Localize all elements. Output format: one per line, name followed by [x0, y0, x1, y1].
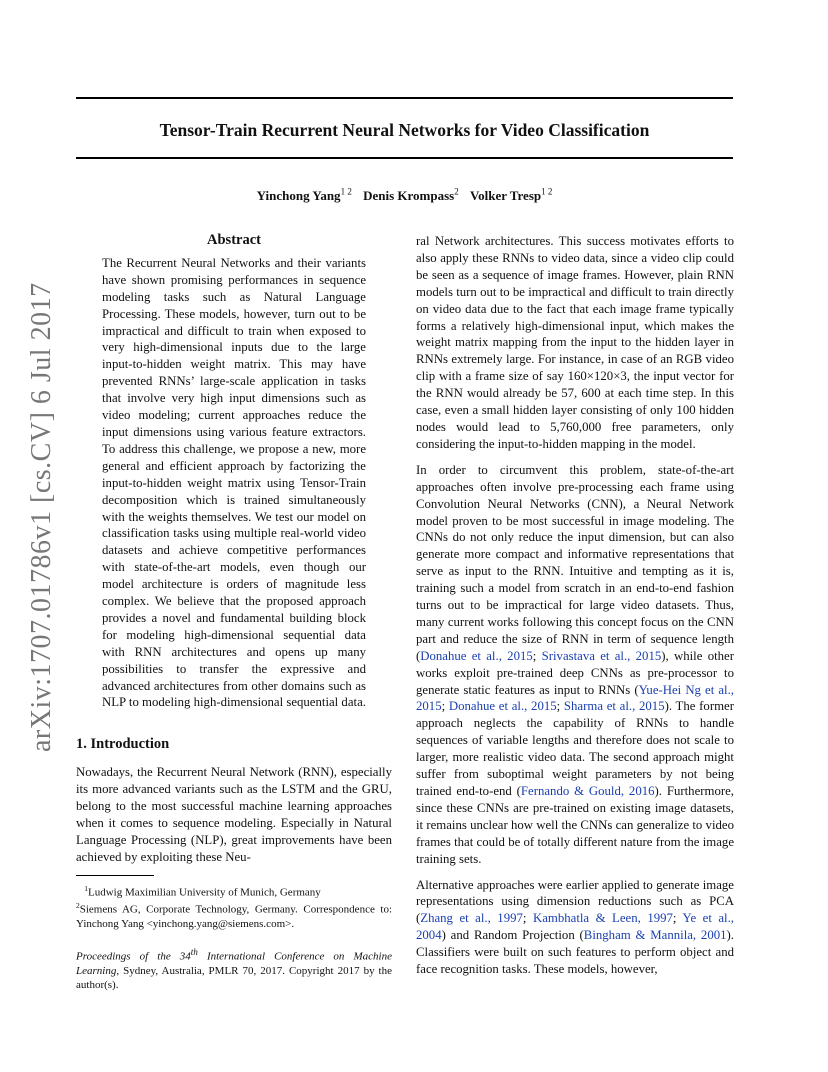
- footnote-text: Ludwig Maximilian University of Munich, Germany: [88, 886, 321, 899]
- footnotes: [76, 882, 392, 931]
- author-list: [76, 187, 733, 204]
- left-column: [76, 232, 392, 992]
- author-name: Yinchong Yang: [256, 188, 341, 204]
- author-name: Volker Tresp: [469, 188, 542, 204]
- citation-link[interactable]: Sharma et al., 2015: [563, 699, 665, 714]
- footnote-2: [76, 899, 392, 931]
- right-column: [416, 233, 734, 987]
- abstract-body: The Recurrent Neural Networks and their variants have shown promising performances in sequence modeling tasks such as Natural Language Processing. These models, however, turn out to be impractical and difficult to train when exposed to very high-dimensional inputs due to the large input-to-hidden weight matrix. This may have prevented RNNs’ large-scale application in tasks that involve very high input dimensions such as video modeling; current approaches reduce the input dimensions using various feature extractors. To address this challenge, we propose a new, more general and efficient approach by factorizing the input-to-hidden weight matrix using Tensor-Train decomposition which is trained simultaneously with the weights themselves. We test our model on classification tasks using multiple real-world video datasets and achieve competitive performances with state-of-the-art models, even though our model architecture is orders of magnitude less complex. We believe that the proposed approach provides a novel and fundamental building block for modeling high-dimensional sequential data with RNN architectures and opens up many possibilities to transfer the expressive and advanced architectures from other domains such as NLP to modeling high-dimensional sequential data.: [102, 255, 366, 710]
- author-affiliation-mark: 1 2: [541, 187, 553, 197]
- footnote-mark: 1: [84, 883, 88, 893]
- title-rule-bottom: [76, 157, 733, 159]
- text-run: ). Furthermore, since these CNNs are pre-trained on existing image datasets, it remains unclear how well the CNNs can generalize to video frames that could be of totally different nature from the image training sets.: [416, 784, 735, 866]
- intro-paragraph-2: [416, 462, 734, 868]
- footnote-text: Siemens AG, Corporate Technology, Germany. Correspondence to: Yinchong Yang <yinchong.yang@siemens.com>.: [76, 904, 392, 931]
- text-run: ;: [672, 911, 683, 926]
- text-run: Alternative approaches were earlier applied to generate image representations using dimension reductions such as PCA (: [416, 877, 734, 926]
- proceedings-rest: , Sydney, Australia, PMLR 70, 2017. Copyright 2017 by the author(s).: [76, 964, 392, 991]
- abstract-heading: Abstract: [207, 232, 261, 248]
- footnote-mark: 2: [76, 901, 80, 911]
- author: [470, 188, 552, 203]
- author-affiliation-mark: 2: [454, 187, 459, 197]
- title-rule-top: [76, 97, 733, 99]
- author: [257, 188, 352, 203]
- citation-link[interactable]: Fernando & Gould, 2016: [520, 784, 655, 798]
- citation-link[interactable]: Ye et al., 2004: [416, 911, 734, 943]
- footnote-rule: [76, 875, 154, 876]
- citation-link[interactable]: Kambhatla & Leen, 1997: [532, 911, 673, 926]
- proceedings-sup: th: [190, 947, 198, 958]
- intro-paragraph-3: [416, 877, 734, 978]
- text-run: In order to circumvent this problem, state-of-the-art approaches often involve pre-processing each frame using Convolution Neural Networks (CNN), a Neural Network model proven to be most successful in image modeling. The CNNs do not only reduce the input dimension, but can also generate more compact and informative representations that serve as input to the RNN. Intuitive and tempting as it is, training such a model from scratch in an end-to-end fashion turns out to be impractical for large video datasets. Thus, many current works following this concept focus on the CNN part and reduce the size of RNN in term of sequence length (: [416, 462, 734, 663]
- intro-paragraph-1-continued: ral Network architectures. This success motivates efforts to also apply these RNNs to video data, since a video clip could be seen as a sequence of image frames. However, plain RNN models turn out to be impractical and difficult to train directly on video data due to the fact that each image frame typically forms a relatively high-dimensional input, which makes the weight matrix mapping from the input to the hidden layer in RNNs extremely large. For instance, in case of an RGB video clip with a frame size of say 160×120×3, the input vector for the RNN would already be 57, 600 at each time step. In this case, even a small hidden layer consisting of only 100 hidden nodes would lead to 5,760,000 free parameters, only considering the input-to-hidden mapping in the model.: [416, 234, 734, 451]
- paper-title: Tensor-Train Recurrent Neural Networks for Video Classification: [159, 120, 650, 140]
- citation-link[interactable]: Donahue et al., 2015: [420, 648, 533, 663]
- arxiv-stamp: arXiv:1707.01786v1 [cs.CV] 6 Jul 2017: [26, 282, 57, 752]
- footnote-1: [76, 882, 392, 900]
- text-run: ;: [441, 699, 449, 714]
- citation-link[interactable]: Zhang et al., 1997: [420, 911, 523, 926]
- intro-paragraph-1-start: Nowadays, the Recurrent Neural Network (RNN), especially its more advanced variants such as the LSTM and the GRU, belong to the most successful machine learning approaches when it comes to sequence modeling. Especially in Natural Language Processing (NLP), great improvements have been achieved by exploiting these Neu-: [76, 765, 392, 864]
- section-heading-introduction: 1. Introduction: [76, 736, 170, 753]
- citation-link[interactable]: Srivastava et al., 2015: [541, 648, 662, 663]
- author: [363, 188, 459, 203]
- text-run: ;: [556, 699, 564, 714]
- author-affiliation-mark: 1 2: [340, 187, 352, 197]
- citation-link[interactable]: Bingham & Mannila, 2001: [583, 928, 727, 943]
- proceedings-italic-2: International Conference on Machine Learning: [76, 950, 392, 977]
- text-run: ), while other works exploit pre-trained deep CNNs as pre-processor to generate static features as input to RNNs (: [416, 648, 734, 697]
- text-run: ). Classifiers were built on such features to perform object and face recognition tasks. These models, however,: [416, 928, 734, 977]
- text-run: ;: [532, 648, 542, 663]
- citation-link[interactable]: Yue-Hei Ng et al., 2015: [416, 682, 734, 714]
- proceedings-italic: Proceedings of the 34: [76, 950, 191, 963]
- author-name: Denis Krompass: [363, 188, 455, 204]
- citation-link[interactable]: Donahue et al., 2015: [448, 699, 557, 714]
- text-run: ;: [522, 911, 533, 926]
- proceedings-note: [76, 945, 392, 992]
- text-run: ). The former approach neglects the capability of RNNs to handle sequences of variable lengths and therefore does not scale to larger, more realistic video data. The second approach might suffer from suboptimal weight parameters by not being trained end-to-end (: [416, 699, 734, 798]
- text-run: ) and Random Projection (: [441, 928, 584, 943]
